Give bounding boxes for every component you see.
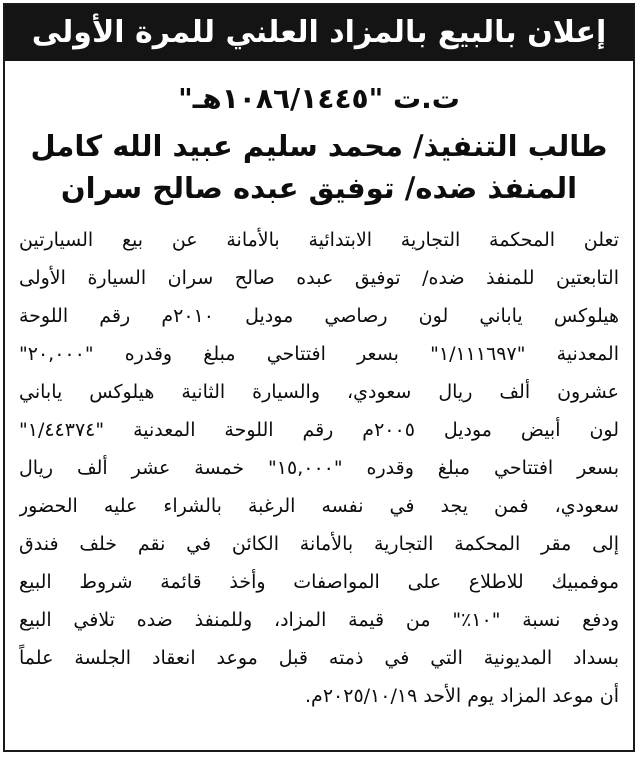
body-line: ودفع نسبة "١٠٪" من قيمة المزاد، وللمنفذ ضده تلافي البيع: [19, 609, 619, 631]
body-line: المعدنية "١/١١١٦٩٧" بسعر افتتاحي مبلغ وقدره "٢٠,٠٠٠": [19, 343, 619, 365]
body-line: إلى مقر المحكمة التجارية بالأمانة الكائن في نقم خلف فندق: [19, 533, 619, 555]
body-line: هيلوكس ياباني لون رصاصي موديل ٢٠١٠م رقم اللوحة: [19, 305, 619, 327]
announcement-body: [19, 221, 619, 715]
body-line: سعودي، فمن يجد في نفسه الرغبة بالشراء عليه الحضور: [19, 495, 619, 517]
body-line: عشرون ألف ريال سعودي، والسيارة الثانية هيلوكس ياباني: [19, 381, 619, 403]
respondent-line: المنفذ ضده/ توفيق عبده صالح سران: [60, 171, 578, 205]
body-line: بسعر افتتاحي مبلغ وقدره "١٥,٠٠٠" خمسة عشر ألف ريال: [19, 457, 619, 479]
body-line: موفمبيك للاطلاع على المواصفات وأخذ قائمة شروط البيع: [19, 571, 619, 593]
body-line: لون أبيض موديل ٢٠٠٥م رقم اللوحة المعدنية "١/٤٤٣٧٤": [19, 419, 619, 441]
case-reference: ت.ت "١٠٨٦/١٤٤٥هـ": [178, 82, 460, 115]
body-line: بسداد المديونية التي في ذمته قبل موعد انعقاد الجلسة علماً: [19, 647, 619, 669]
announcement-title: إعلان بالبيع بالمزاد العلني للمرة الأولى: [5, 5, 633, 61]
body-line: أن موعد المزاد يوم الأحد ٢٠٢٥/١٠/١٩م.: [305, 685, 619, 707]
applicant-line: طالب التنفيذ/ محمد سليم عبيد الله كامل: [30, 129, 608, 163]
body-line: تعلن المحكمة التجارية الابتدائية بالأمانة عن بيع السيارتين: [19, 229, 619, 251]
auction-announcement: [3, 3, 635, 752]
body-line: التابعتين للمنفذ ضده/ توفيق عبده صالح سران السيارة الأولى: [19, 267, 619, 289]
announcement-content: [5, 81, 633, 715]
